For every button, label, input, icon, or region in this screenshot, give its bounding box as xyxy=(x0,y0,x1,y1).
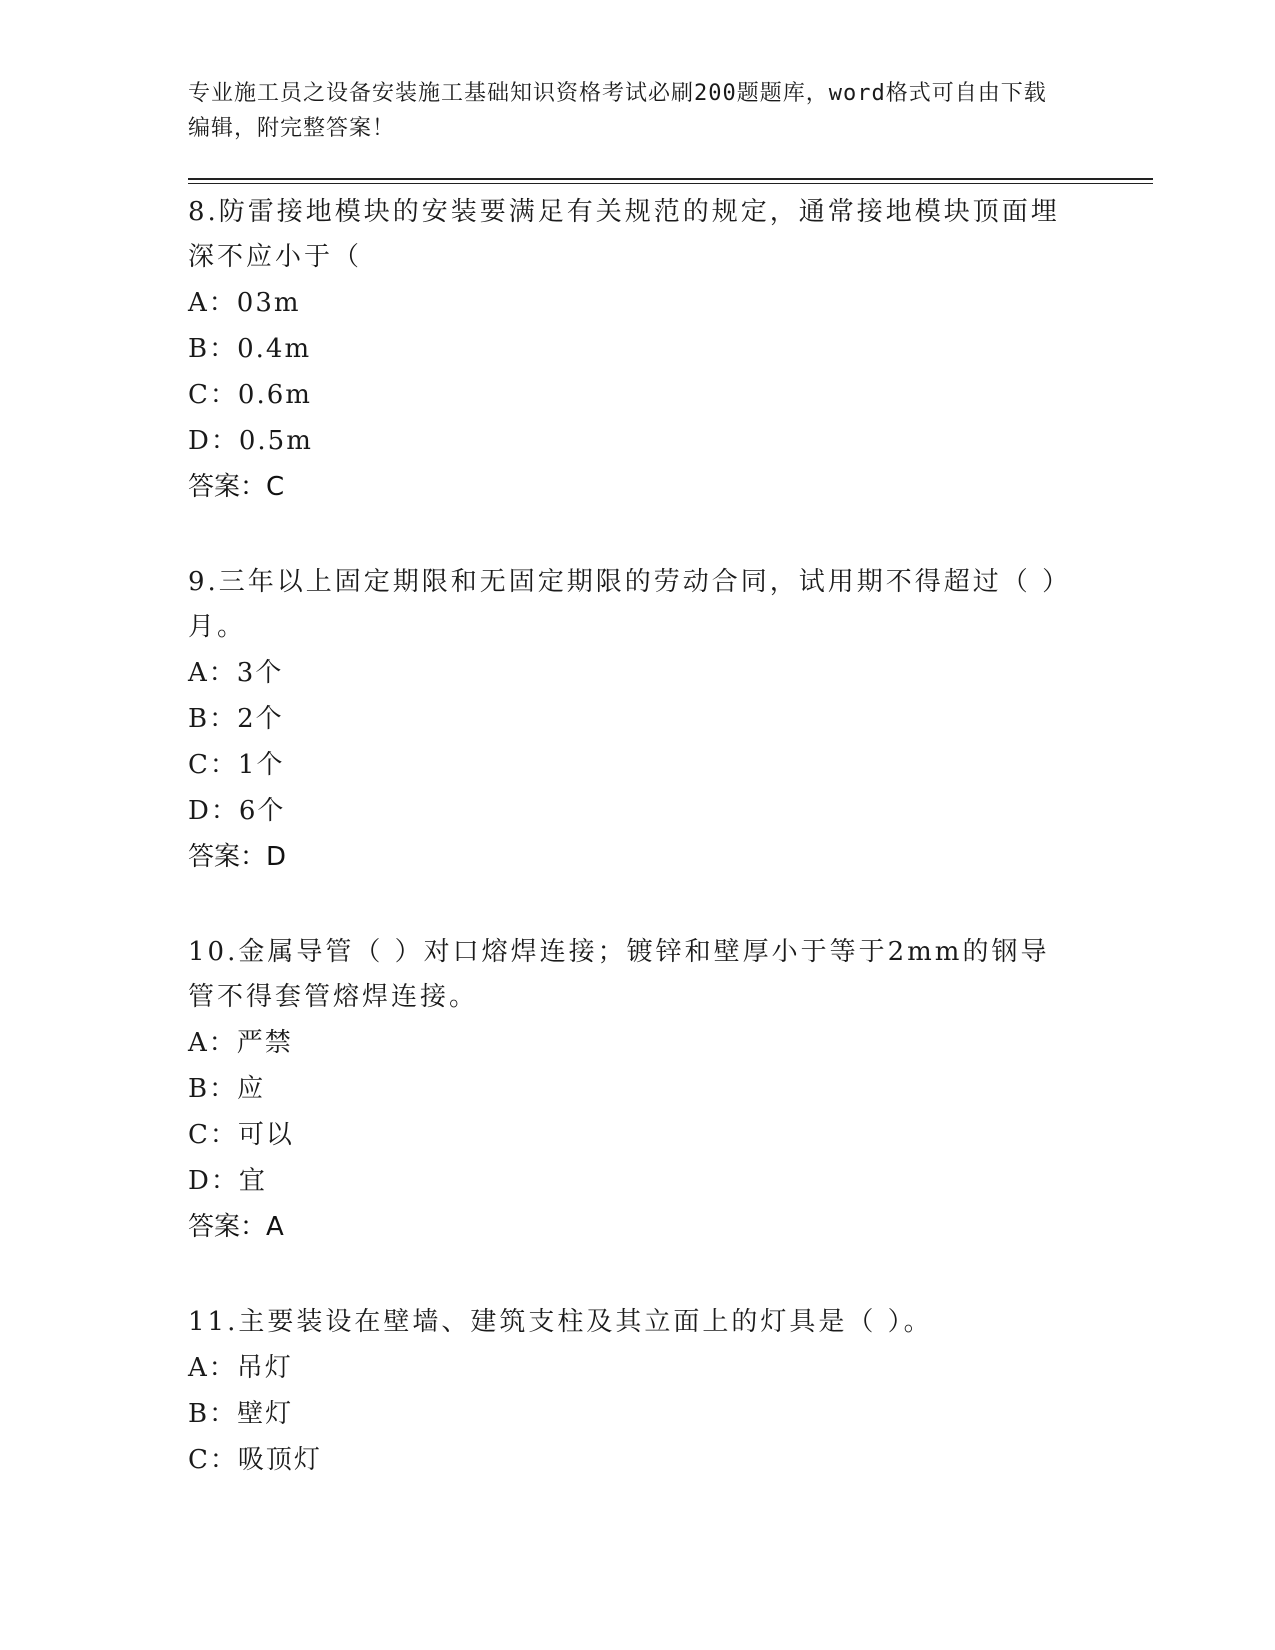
question-stem: 9.三年以上固定期限和无固定期限的劳动合同，试用期不得超过（ ）月。 xyxy=(188,567,1059,642)
option-text: 吸顶灯 xyxy=(237,1445,322,1475)
question-10 xyxy=(188,930,1068,1250)
option-c xyxy=(188,372,1068,418)
option-b xyxy=(188,326,1068,372)
option-d xyxy=(188,788,1068,834)
option-text: 可以 xyxy=(237,1120,294,1150)
answer-line: 答案：C xyxy=(188,472,285,502)
option-a xyxy=(188,280,1068,326)
option-letter: A： xyxy=(188,288,237,318)
question-list xyxy=(188,190,1068,1533)
option-letter: A： xyxy=(188,658,237,688)
option-text: 0.4m xyxy=(237,334,312,364)
option-text: 严禁 xyxy=(236,1028,293,1058)
option-b xyxy=(188,1391,1068,1437)
option-letter: D： xyxy=(188,1166,239,1196)
question-11 xyxy=(188,1300,1068,1483)
question-stem: 11.主要装设在壁墙、建筑支柱及其立面上的灯具是（ ）。 xyxy=(188,1307,933,1337)
answer-line: 答案：D xyxy=(188,842,287,872)
option-text: 03m xyxy=(236,288,301,318)
option-text: 0.6m xyxy=(237,380,312,410)
option-text: 壁灯 xyxy=(237,1399,294,1429)
option-letter: D： xyxy=(188,796,239,826)
option-a xyxy=(188,650,1068,696)
option-letter: A： xyxy=(188,1028,237,1058)
option-letter: B： xyxy=(188,704,238,734)
option-letter: C： xyxy=(188,380,238,410)
option-c xyxy=(188,1437,1068,1483)
option-letter: C： xyxy=(188,1120,238,1150)
option-letter: B： xyxy=(188,1399,238,1429)
option-letter: C： xyxy=(188,750,238,780)
header-divider-thick xyxy=(188,178,1153,180)
answer-line: 答案：A xyxy=(188,1212,284,1242)
option-d xyxy=(188,418,1068,464)
question-8 xyxy=(188,190,1068,510)
option-text: 3个 xyxy=(236,658,284,688)
option-letter: C： xyxy=(188,1445,238,1475)
option-a xyxy=(188,1345,1068,1391)
option-letter: D： xyxy=(188,426,239,456)
option-text: 1个 xyxy=(237,750,285,780)
question-stem: 8.防雷接地模块的安装要满足有关规范的规定，通常接地模块顶面埋深不应小于（ xyxy=(188,197,1060,272)
option-text: 2个 xyxy=(237,704,284,734)
option-text: 宜 xyxy=(238,1166,267,1196)
option-c xyxy=(188,742,1068,788)
option-letter: B： xyxy=(188,1074,238,1104)
option-c xyxy=(188,1112,1068,1158)
option-b xyxy=(188,696,1068,742)
document-header: 专业施工员之设备安装施工基础知识资格考试必刷200题题库，word格式可自由下载编辑，附完整答案！ xyxy=(188,81,1047,141)
option-letter: B： xyxy=(188,334,238,364)
option-text: 应 xyxy=(237,1074,266,1104)
option-letter: A： xyxy=(188,1353,237,1383)
option-a xyxy=(188,1020,1068,1066)
option-text: 0.5m xyxy=(238,426,313,456)
question-9 xyxy=(188,560,1068,880)
option-text: 6个 xyxy=(238,796,286,826)
option-d xyxy=(188,1158,1068,1204)
question-stem: 10.金属导管（ ）对口熔焊连接；镀锌和壁厚小于等于2mm的钢导管不得套管熔焊连接。 xyxy=(188,937,1050,1012)
header-divider-thin xyxy=(188,183,1153,184)
option-text: 吊灯 xyxy=(236,1353,293,1383)
option-b xyxy=(188,1066,1068,1112)
